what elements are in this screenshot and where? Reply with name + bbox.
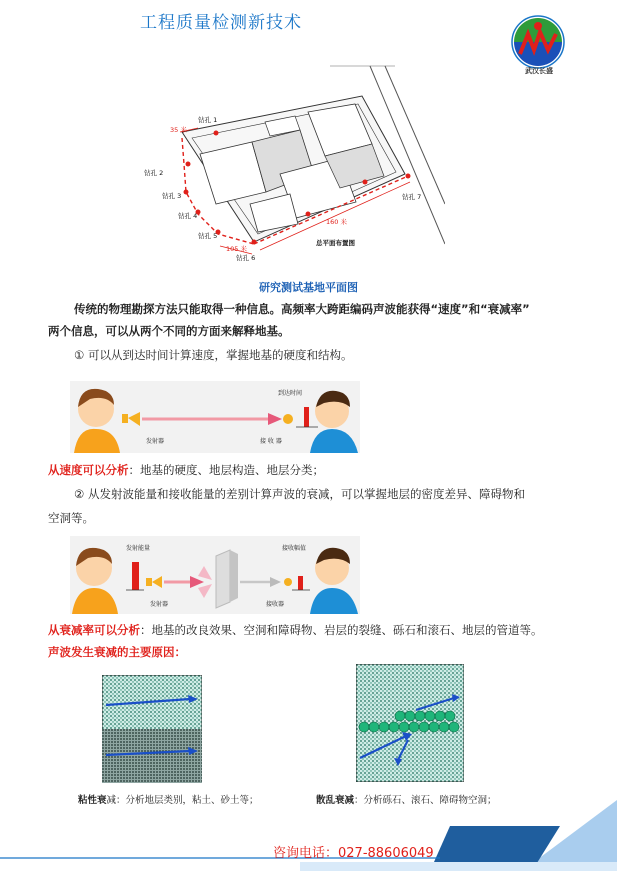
scatter-caption-bold: 散乱衰减	[316, 795, 355, 806]
speed-text: ：地基的硬度、地层构造、地层分类；	[128, 463, 324, 477]
hole-6-label: 钻孔 6	[236, 254, 256, 262]
attenuation-heading: 从衰减率可以分析	[48, 623, 140, 637]
viscous-caption-bold: 粘性衰	[78, 795, 107, 806]
hole-2-label: 钻孔 2	[144, 169, 164, 177]
page-title: 工程质量检测新技术	[140, 13, 302, 33]
logo-text: 武汉长盛	[525, 67, 553, 75]
speed-analysis	[48, 459, 573, 481]
site-plan-figure	[140, 64, 445, 264]
attenuation-text: ：地基的改良效果、空洞和障碍物、岩层的裂缝、砾石和滚石、地层的管道等。	[140, 623, 543, 637]
receiver-label-2: 接收器	[266, 601, 285, 608]
point-2-line-1: ② 从发射波能量和接收能量的差别计算声波的衰减，可以掌握地层的密度差异、障碍物和	[74, 487, 525, 501]
attenuation-cause-heading: 声波发生衰减的主要原因：	[48, 645, 186, 659]
emitter-label-2: 发射器	[150, 601, 169, 608]
distance-35-label: 35 米	[170, 126, 187, 134]
scatter-caption	[316, 792, 497, 806]
hole-7-label: 钻孔 7	[402, 193, 422, 201]
intro-line-1: 传统的物理勘探方法只能取得一种信息。高频率大跨距编码声波能获得“速度”和“衰减率”	[74, 302, 530, 316]
scattering-attenuation-figure	[356, 664, 464, 782]
distance-160-label: 160 米	[326, 218, 347, 226]
site-plan-caption: 研究测试基地平面图	[259, 281, 358, 294]
speed-heading: 从速度可以分析	[48, 463, 129, 477]
intro-line-2: 两个信息，可以从两个不同的方面来解释地基。	[48, 324, 290, 338]
contact-phone: 咨询电话：027-88606049	[273, 846, 434, 861]
company-logo	[510, 14, 566, 70]
hole-4-label: 钻孔 4	[178, 212, 198, 220]
emitter-label: 发射器	[146, 438, 165, 445]
receiver-label: 接 收 器	[260, 438, 282, 445]
arrival-time-label: 到达时间	[278, 390, 303, 397]
hole-3-label: 钻孔 3	[162, 192, 182, 200]
receive-amplitude-label: 接收幅值	[282, 545, 307, 552]
viscous-attenuation-figure	[102, 675, 202, 783]
velocity-diagram	[70, 381, 360, 453]
hole-1-label: 钻孔 1	[198, 116, 218, 124]
distance-105-label: 105 米	[226, 245, 247, 253]
point-1: ① 可以从到达时间计算速度，掌握地基的硬度和结构。	[74, 348, 353, 362]
viscous-caption	[78, 792, 259, 806]
hole-5-label: 钻孔 5	[198, 232, 218, 240]
viscous-caption-text: 减：分析地层类别，粘土、砂土等；	[106, 795, 259, 806]
attenuation-analysis	[48, 619, 573, 641]
plan-label: 总平面布置图	[316, 239, 355, 247]
attenuation-diagram	[70, 536, 360, 614]
scatter-caption-text: ：分析砾石、滚石、障碍物空洞；	[354, 795, 497, 806]
emit-energy-label: 发射能量	[126, 545, 151, 552]
point-2-line-2: 空洞等。	[48, 511, 94, 525]
